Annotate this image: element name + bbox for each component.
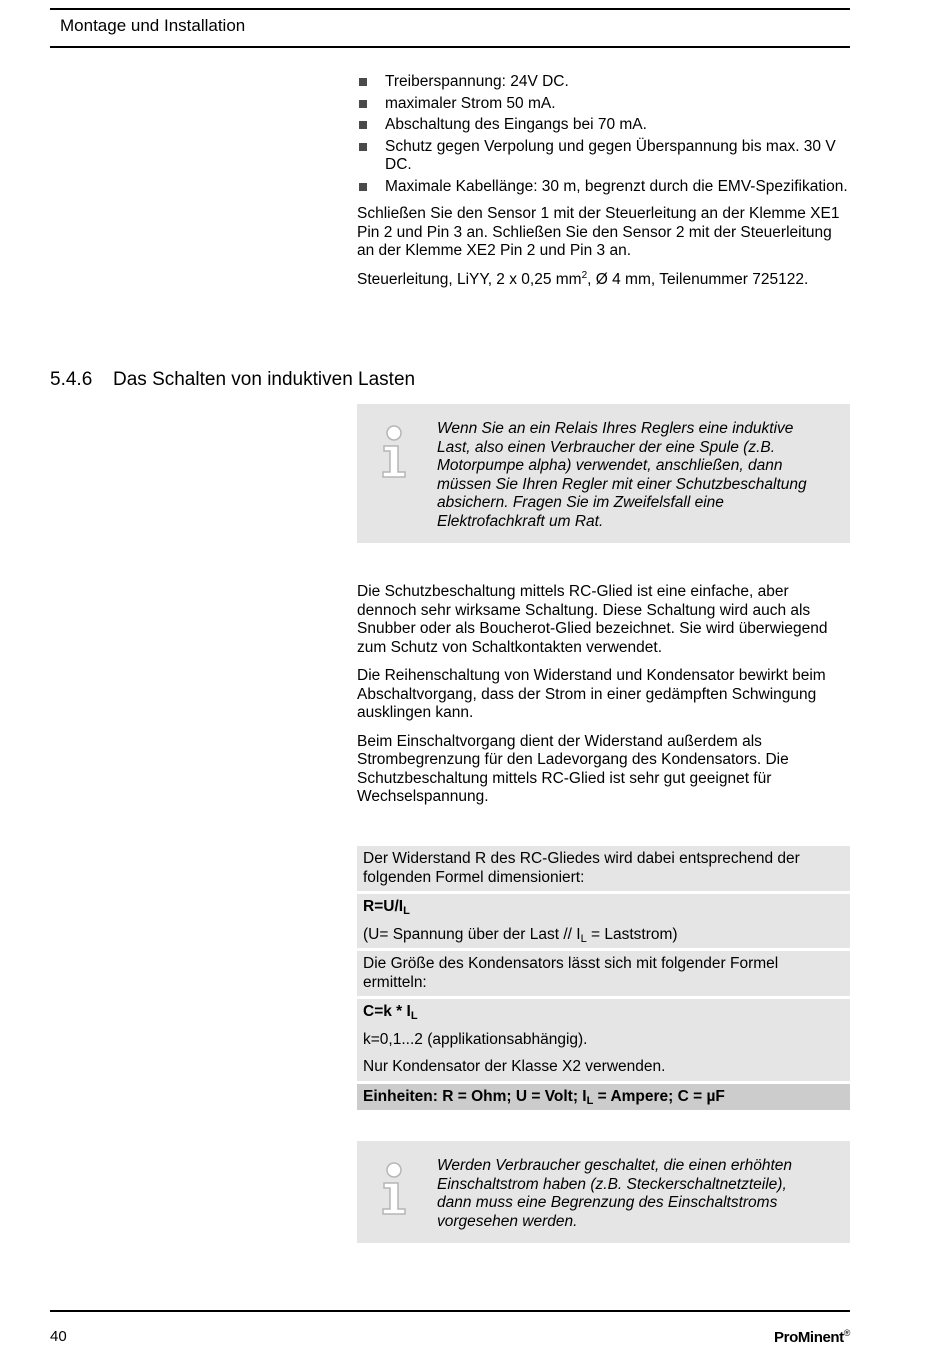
sensor-connection-paragraph: Schließen Sie den Sensor 1 mit der Steuerleitung an der Klemme XE1 Pin 2 und Pin 3 an. Schließen Sie den Sensor 2 mit der Steuerleitung an der Klemme XE2 Pin 2 und Pin 3 an. [357,205,840,259]
info-note-text: Werden Verbraucher geschaltet, die einen erhöhten Einschaltstrom haben (z.B. Steckerschaltnetzteile), dann muss eine Begrenzung des Einschaltstroms vorgesehen werden. [437,1157,793,1230]
list-item: maximaler Strom 50 mA. [357,95,850,114]
square-bullet-icon [359,100,367,108]
brand-logo: ProMinent® [774,1328,850,1346]
capacitor-formula: $C=k * I_L$ [363,1003,418,1022]
units-row: Einheiten: R = Ohm; U = Volt; $I_L$ = Ampere; C = µF [357,1084,850,1111]
k-range: k=0,1...2 (applikationsabhängig). [363,1030,588,1048]
list-item: Abschaltung des Eingangs bei 70 mA. [357,116,850,135]
list-item: Maximale Kabellänge: 30 m, begrenzt durch die EMV-Spezifikation. [357,178,850,197]
info-icon [379,1161,409,1222]
section-heading [50,369,415,391]
rc-paragraph: Beim Einschaltvorgang dient der Widerstand außerdem als Strombegrenzung für den Ladevorgang des Kondensators. Die Schutzbeschaltung mittels RC-Glied ist sehr gut geeignet für Wechselspannung. [357,732,789,805]
info-icon [379,424,409,485]
info-note-text: Wenn Sie an ein Relais Ihres Reglers eine induktive Last, also einen Verbraucher der eine Spule (z.B. Motorpumpe alpha) verwendet, anschließen, dann müssen Sie Ihren Regler mit einer Schutzbeschaltung absichern. Fragen Sie im Zweifelsfall eine Elektrofachkraft um Rat. [437,420,807,530]
rc-paragraph: Die Reihenschaltung von Widerstand und Kondensator bewirkt beim Abschaltvorgang, dass der Strom in einer gedämpften Schwingung ausklingen kann. [357,667,826,721]
info-note-inductive-load [357,404,850,543]
capacitor-formula-block [357,999,850,1081]
square-bullet-icon [359,78,367,86]
formula-box [357,846,850,1113]
x2-capacitor-note: Nur Kondensator der Klasse X2 verwenden. [363,1058,666,1075]
info-note-inrush-current [357,1141,850,1243]
square-bullet-icon [359,121,367,129]
header-top-rule [50,8,850,10]
section-number: 5.4.6 [50,369,93,390]
section-title: Das Schalten von induktiven Lasten [113,369,416,390]
resistor-intro: Der Widerstand R des RC-Gliedes wird dabei entsprechend der folgenden Formel dimensioniert: [357,846,850,891]
header-title: Montage und Installation [60,16,246,35]
square-bullet-icon [359,143,367,151]
rc-paragraph: Die Schutzbeschaltung mittels RC-Glied ist eine einfache, aber dennoch sehr wirksame Schaltung. Diese Schaltung wird auch als Snubber oder als Boucherot-Glied bezeichnet. Sie wird überwiegend zum Schutz von Schaltkontakten verwendet. [357,583,828,656]
cable-spec-paragraph: Steuerleitung, LiYY, 2 x 0,25 $mm^2$, Ø 4 mm, Teilenummer 725122. [357,269,809,288]
header-bottom-rule [50,46,850,48]
footer-rule [50,1310,850,1312]
resistor-legend: (U= Spannung über der Last // $I_L$ = Laststrom) [363,925,678,945]
intro-content [357,73,850,299]
resistor-formula-block [357,894,850,948]
resistor-formula: $R=U/I_L$ [363,898,410,917]
list-item: Treiberspannung: 24V DC. [357,73,850,92]
square-bullet-icon [359,183,367,191]
spec-list [357,73,850,196]
list-item: Schutz gegen Verpolung und gegen Überspannung bis max. 30 V DC. [357,138,850,175]
capacitor-intro: Die Größe des Kondensators lässt sich mit folgender Formel ermitteln: [357,951,850,996]
rc-explanation [357,583,850,817]
page-number: 40 [50,1328,67,1345]
